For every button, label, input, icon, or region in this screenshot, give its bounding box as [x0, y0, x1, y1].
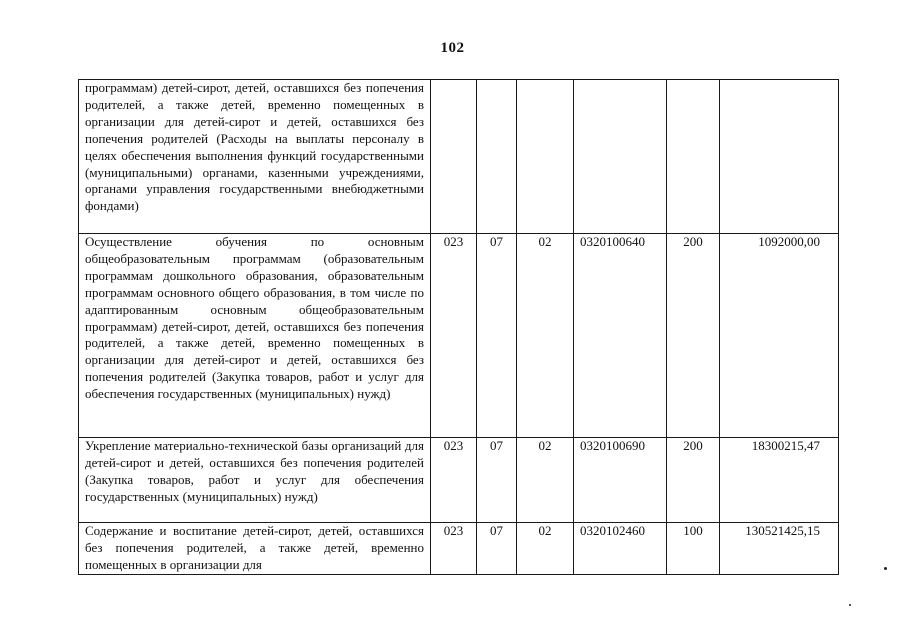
subsection-code: [517, 80, 574, 234]
table-row: [79, 80, 839, 234]
section-code: [477, 80, 517, 234]
section-code: 07: [477, 234, 517, 438]
target-article-code: 0320100640: [574, 234, 667, 438]
subsection-code: 02: [517, 523, 574, 575]
subsection-code: 02: [517, 438, 574, 523]
target-article-code: 0320100690: [574, 438, 667, 523]
amount-value: 130521425,15: [720, 523, 839, 575]
table-row: [79, 523, 839, 575]
ministry-code: 023: [431, 234, 477, 438]
amount-value: [720, 80, 839, 234]
amount-value: 1092000,00: [720, 234, 839, 438]
target-article-code: 0320102460: [574, 523, 667, 575]
budget-table: [78, 79, 839, 575]
expense-type-code: 200: [667, 438, 720, 523]
amount-value: 18300215,47: [720, 438, 839, 523]
row-description: Осуществление обучения по основным общеобразовательным программам (образовательным программам дошкольного образования, образовательным программам основного общего образования, в том числе по адаптированным основным общеобразовательным программам) детей-сирот, детей, оставшихся без попечения родителей, а также детей, временно помещенных в организации для детей-сирот и детей, оставшихся без попечения родителей (Закупка товаров, работ и услуг для обеспечения государственных (муниципальных) нужд): [79, 234, 431, 438]
section-code: 07: [477, 523, 517, 575]
section-code: 07: [477, 438, 517, 523]
target-article-code: [574, 80, 667, 234]
row-description: Укрепление материально-технической базы организаций для детей-сирот и детей, оставшихся без попечения родителей (Закупка товаров, работ и услуг для обеспечения государственных (муниципальных) нужд): [79, 438, 431, 523]
row-description: программам) детей-сирот, детей, оставшихся без попечения родителей, а также детей, временно помещенных в организации для детей-сирот и детей, оставшихся без попечения родителей (Расходы на выплаты персоналу в целях обеспечения выполнения функций государственными (муниципальными) органами, казенными учреждениями, органами управления государственными внебюджетными фондами): [79, 80, 431, 234]
row-description: Содержание и воспитание детей-сирот, детей, оставшихся без попечения родителей, а также детей, временно помещенных в организации для: [79, 523, 431, 575]
table-row: [79, 234, 839, 438]
ministry-code: 023: [431, 523, 477, 575]
ministry-code: [431, 80, 477, 234]
expense-type-code: 200: [667, 234, 720, 438]
table-row: [79, 438, 839, 523]
ministry-code: 023: [431, 438, 477, 523]
scan-speck: [849, 604, 851, 606]
expense-type-code: 100: [667, 523, 720, 575]
subsection-code: 02: [517, 234, 574, 438]
scan-speck: [884, 567, 887, 570]
expense-type-code: [667, 80, 720, 234]
page-number: 102: [440, 40, 465, 56]
